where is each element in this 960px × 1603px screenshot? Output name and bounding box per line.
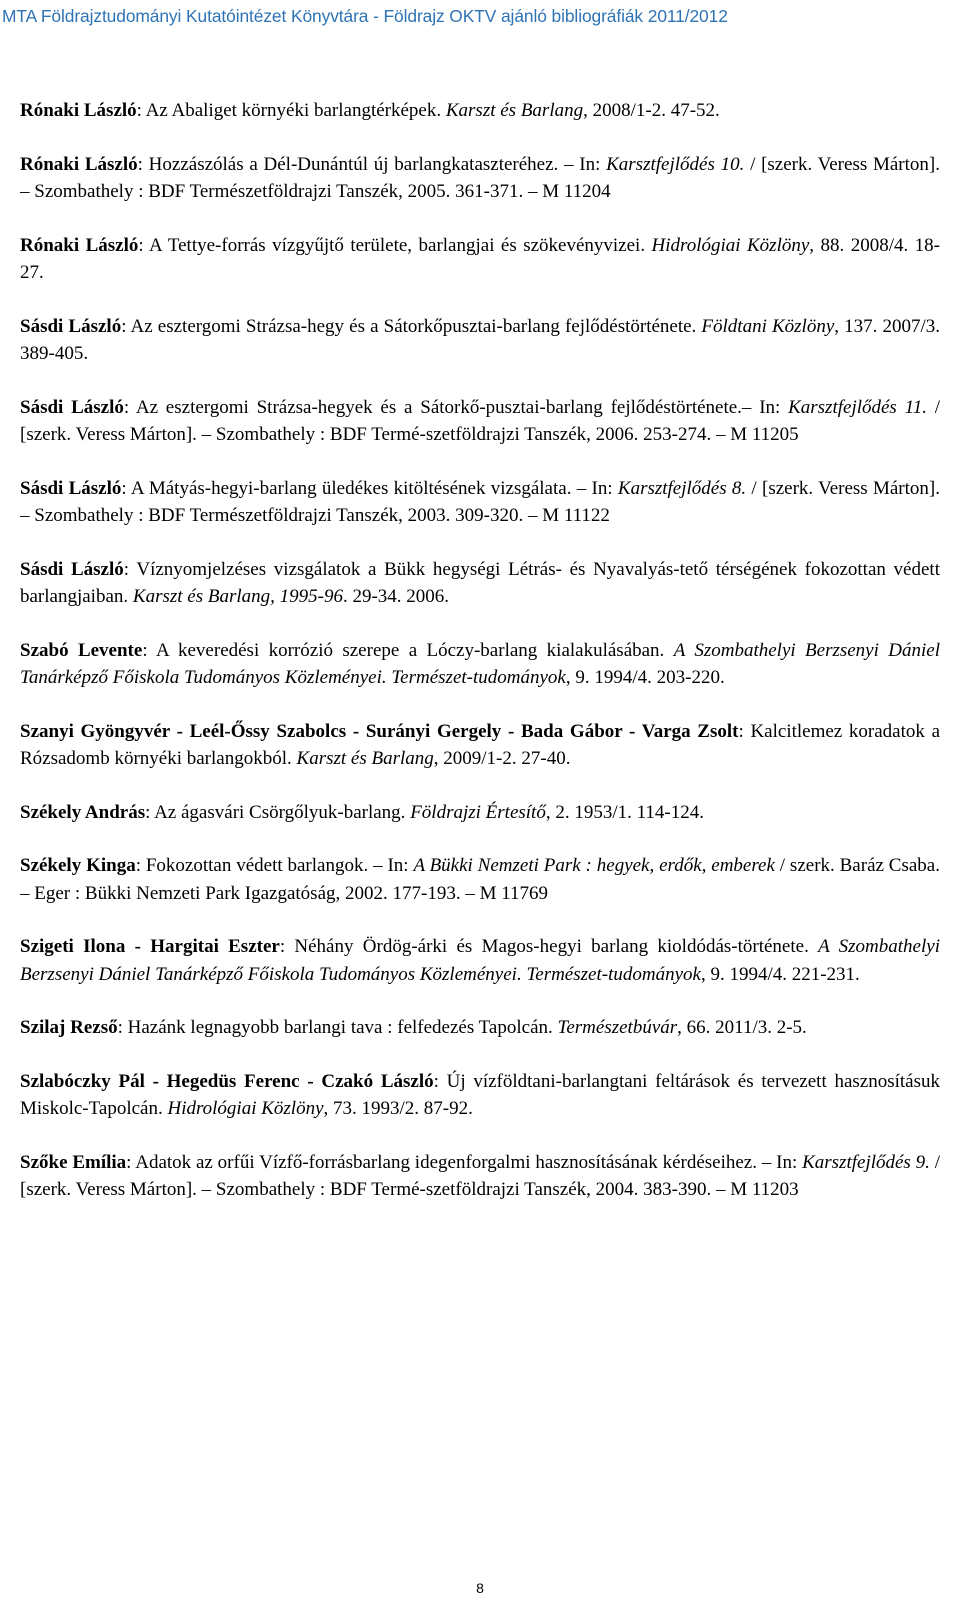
bibliography-entry [20,151,940,206]
entry-text: , 88. 2008/4. 18-27. [20,234,941,283]
entry-author: Sásdi László [20,558,124,580]
entry-text: / [szerk. Veress Márton]. – Szombathely : BDF Termé-szetföldrajzi Tanszék, 2006. 253-274. – M 11205 [20,396,941,445]
entry-text: : Hazánk legnagyobb barlangi tava : felfedezés Tapolcán. [117,1017,558,1038]
entry-author: Szőke Emília [20,1151,127,1173]
entry-source-title: Karszt és Barlang, 1995-96 [132,586,343,607]
entry-text: : A keveredési korrózió szerepe a Lóczy-barlang kialakulásában. [142,639,674,661]
entry-text: : Az esztergomi Strázsa-hegy és a Sátorkőpusztai-barlang fejlődéstörténete. [121,315,702,337]
entry-author: Szanyi Gyöngyvér - Leél-Őssy Szabolcs - Surányi Gergely - Bada Gábor - Varga Zsolt [20,720,739,742]
bibliography-entry [20,394,940,449]
bibliography-entry [20,1149,940,1204]
entry-text: / [szerk. Veress Márton]. – Szombathely : BDF Természetföldrajzi Tanszék, 2005. 361-371. – M 11204 [20,153,940,202]
entry-author: Székely András [20,801,146,823]
entry-text: / [szerk. Veress Márton]. – Szombathely : BDF Természetföldrajzi Tanszék, 2003. 309-320. – M 11122 [20,477,940,526]
entry-text: , 137. 2007/3. 389-405. [20,315,940,364]
entry-text: / szerk. Baráz Csaba. – Eger : Bükki Nemzeti Park Igazgatóság, 2002. 177-193. – M 11769 [20,855,940,904]
entry-text: . 29-34. 2006. [342,586,450,607]
entry-author: Rónaki László [20,153,138,175]
entry-source-title: Karszt és Barlang [296,748,434,769]
bibliography-entry [20,852,940,907]
entry-author: Sásdi László [20,315,122,337]
bibliography-entry [20,313,940,368]
entry-text: : A Mátyás-hegyi-barlang üledékes kitöltésének vizsgálata. – In: [121,477,618,499]
entry-text: : Az ágasvári Csörgőlyuk-barlang. [145,801,411,823]
bibliography-entry [20,1014,940,1042]
entry-text: : Hozzászólás a Dél-Dunántúl új barlangkataszteréhez. – In: [137,153,607,175]
document-header: MTA Földrajztudományi Kutatóintézet Könyvtára - Földrajz OKTV ajánló bibliográfiák 2011/2012 [2,6,728,26]
entry-source-title: Karsztfejlődés 10. [606,153,745,175]
bibliography-entry [20,475,940,530]
entry-text: : Fokozottan védett barlangok. – In: [135,855,414,876]
entry-source-title: Karsztfejlődés 9. [802,1151,930,1173]
entry-author: Szigeti Ilona - Hargitai Eszter [20,936,280,957]
entry-text: : Az Abaliget környéki barlangtérképek. [136,100,446,121]
bibliography-entry [20,232,940,287]
entry-text: , 73. 1993/2. 87-92. [323,1098,473,1119]
bibliography-entry [20,1068,940,1123]
bibliography-entry [20,637,940,692]
entry-source-title: Karsztfejlődés 11. [788,396,927,418]
entry-source-title: Karszt és Barlang [445,100,584,121]
entry-source-title: A Szombathelyi Berzsenyi Dániel Tanárképző Főiskola Tudományos Közleményei. Természet-tudományok [20,936,940,985]
entry-source-title: A Bükki Nemzeti Park : hegyek, erdők, emberek [413,855,775,876]
entry-author: Szlabóczky Pál - Hegedüs Ferenc - Czakó László [20,1070,434,1092]
entry-author: Sásdi László [20,396,124,418]
entry-text: : Néhány Ördög-árki és Magos-hegyi barlang kioldódás-története. [279,936,819,957]
entry-author: Rónaki László [20,100,137,121]
entry-text: , 2009/1-2. 27-40. [433,748,571,769]
entry-text: : Víznyomjelzéses vizsgálatok a Bükk hegységi Létrás- és Nyavalyás-tető térségének fokozottan védett barlangjaiban. [20,558,940,607]
entry-text: / [szerk. Veress Márton]. – Szombathely : BDF Termé-szetföldrajzi Tanszék, 2004. 383-390. – M 11203 [20,1151,941,1200]
entry-author: Székely Kinga [20,855,136,876]
entry-author: Szabó Levente [20,639,143,661]
entry-text: , 2. 1953/1. 114-124. [545,801,704,823]
entry-source-title: Földrajzi Értesítő [410,801,546,823]
entry-author: Szilaj Rezső [20,1017,118,1038]
entry-source-title: Hidrológiai Közlöny [651,234,810,256]
entry-text: , 9. 1994/4. 203-220. [565,667,725,688]
bibliography-entry [20,718,940,773]
entry-source-title: Természetbúvár [557,1017,678,1038]
entry-source-title: Karsztfejlődés 8. [617,477,747,499]
entry-text: : Kalcitlemez koradatok a Rózsadomb környéki barlangokból. [20,720,940,769]
page-number: 8 [476,1580,484,1596]
entry-text: , 66. 2011/3. 2-5. [677,1017,807,1038]
entry-source-title: Hidrológiai Közlöny [167,1098,324,1119]
entry-text: , 2008/1-2. 47-52. [583,100,720,121]
bibliography-entry [20,799,940,827]
entry-source-title: A Szombathelyi Berzsenyi Dániel Tanárképző Főiskola Tudományos Közleményei. Természet-tudományok [20,639,940,688]
entry-author: Sásdi László [20,477,122,499]
bibliography-entry [20,933,940,988]
entry-text: : Az esztergomi Strázsa-hegyek és a Sátorkő-pusztai-barlang fejlődéstörténete.– In: [123,396,789,418]
entry-text: : Adatok az orfűi Vízfő-forrásbarlang idegenforgalmi hasznosításának kérdéseihez. – In: [126,1151,803,1173]
entry-text: , 9. 1994/4. 221-231. [700,963,860,985]
bibliography-list [20,97,940,1230]
entry-text: : A Tettye-forrás vízgyűjtő területe, barlangjai és szökevényvizei. [138,234,652,256]
entry-author: Rónaki László [20,234,139,256]
bibliography-entry [20,97,940,125]
entry-text: : Új vízföldtani-barlangtani feltárások és tervezett hasznosításuk Miskolc-Tapolcán. [20,1070,940,1119]
entry-source-title: Földtani Közlöny [701,315,835,337]
bibliography-entry [20,556,940,611]
